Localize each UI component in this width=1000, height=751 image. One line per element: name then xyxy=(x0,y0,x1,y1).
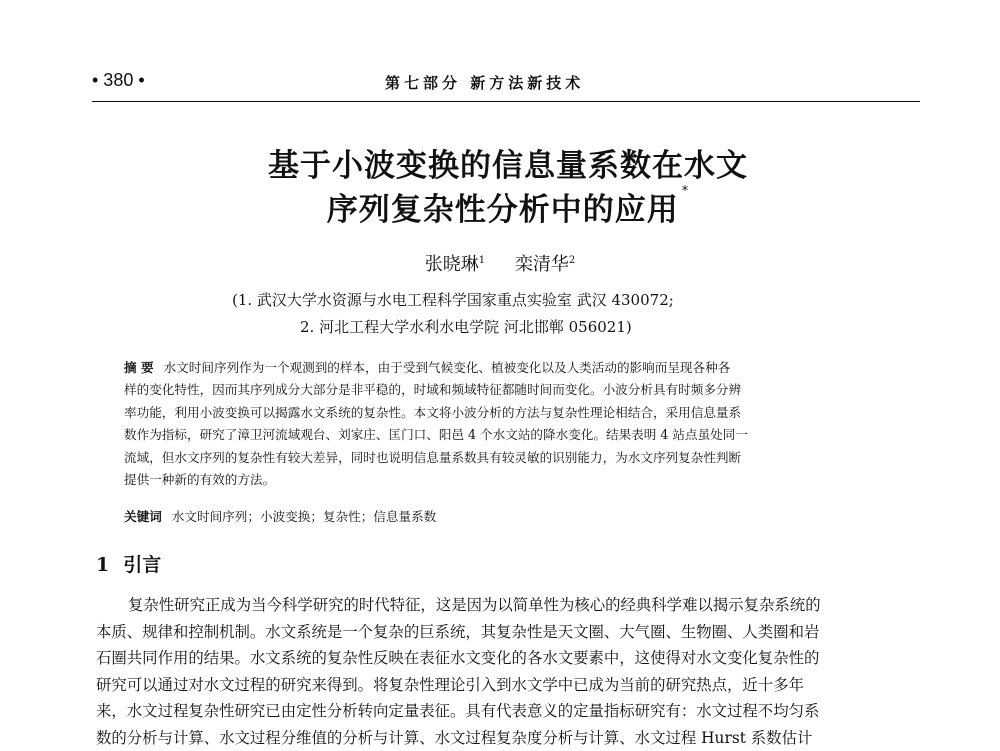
body-line: 来，水文过程复杂性研究已由定性分析转向定量表征。具有代表意义的定量指标研究有：水文过程不均匀系 xyxy=(96,698,926,725)
section-heading xyxy=(96,550,161,577)
body-line: 数的分析与计算、水文过程分维值的分析与计算、水文过程复杂度分析与计算、水文过程 Hurst 系数估计 xyxy=(96,725,926,751)
paper-title-text: 序列复杂性分析中的应用 xyxy=(327,192,679,228)
affiliation-line-1: (1. 武汉大学水资源与水电工程科学国家重点实验室 武汉 430072; xyxy=(232,289,674,310)
title-footnote-mark: * xyxy=(682,184,690,199)
author: 栾清华$^2$ xyxy=(515,250,575,276)
author-list xyxy=(0,250,1000,276)
body-line: 复杂性研究正成为当今科学研究的时代特征，这是因为以简单性为核心的经典科学难以揭示复杂系统的 xyxy=(96,592,926,619)
author: 张晓琳$^1$ xyxy=(425,250,485,276)
abstract-line: 摘 要 水文时间序列作为一个观测到的样本，由于受到气候变化、植被变化以及人类活动的影响而呈现各种各 xyxy=(124,357,894,379)
keywords xyxy=(124,506,436,525)
abstract xyxy=(124,357,894,491)
abstract-line: 样的变化特性，因而其序列成分大部分是非平稳的，时域和频域特征都随时间而变化。小波分析具有时频多分辨 xyxy=(124,379,894,401)
keywords-label: 关键词 xyxy=(124,509,162,524)
abstract-line: 数作为指标，研究了漳卫河流域观台、刘家庄、匡门口、阳邑 4 个水文站的降水变化。结果表明 4 站点虽处同一 xyxy=(124,424,894,446)
header-rule xyxy=(92,101,920,102)
running-header: 第七部分 新方法新技术 xyxy=(385,72,584,93)
keywords-text: 水文时间序列；小波变换；复杂性；信息量系数 xyxy=(172,509,436,524)
paper-title-line-1: 基于小波变换的信息量系数在水文 xyxy=(8,140,1000,185)
abstract-line: 率功能，利用小波变换可以揭露水文系统的复杂性。本文将小波分析的方法与复杂性理论相结合，采用信息量系 xyxy=(124,402,894,424)
paper-title-line-2 xyxy=(8,184,1000,229)
abstract-line: 提供一种新的有效的方法。 xyxy=(124,469,894,491)
section-number: 1 xyxy=(96,554,109,576)
body-line: 研究可以通过对水文过程的研究来得到。将复杂性理论引入到水文学中已成为当前的研究热点，近十多年 xyxy=(96,672,926,699)
page-number: • 380 • xyxy=(92,70,145,91)
affiliation-line-2: 2. 河北工程大学水利水电学院 河北邯郸 056021) xyxy=(300,316,632,337)
body-paragraph xyxy=(96,592,926,751)
abstract-label: 摘 要 xyxy=(124,360,154,375)
section-title: 引言 xyxy=(123,554,161,576)
body-line: 石圈共同作用的结果。水文系统的复杂性反映在表征水文变化的各水文要素中，这使得对水文变化复杂性的 xyxy=(96,645,926,672)
body-line: 本质、规律和控制机制。水文系统是一个复杂的巨系统，其复杂性是天文圈、大气圈、生物圈、人类圈和岩 xyxy=(96,619,926,646)
abstract-line: 流域，但水文序列的复杂性有较大差异，同时也说明信息量系数具有较灵敏的识别能力，为水文序列复杂性判断 xyxy=(124,447,894,469)
